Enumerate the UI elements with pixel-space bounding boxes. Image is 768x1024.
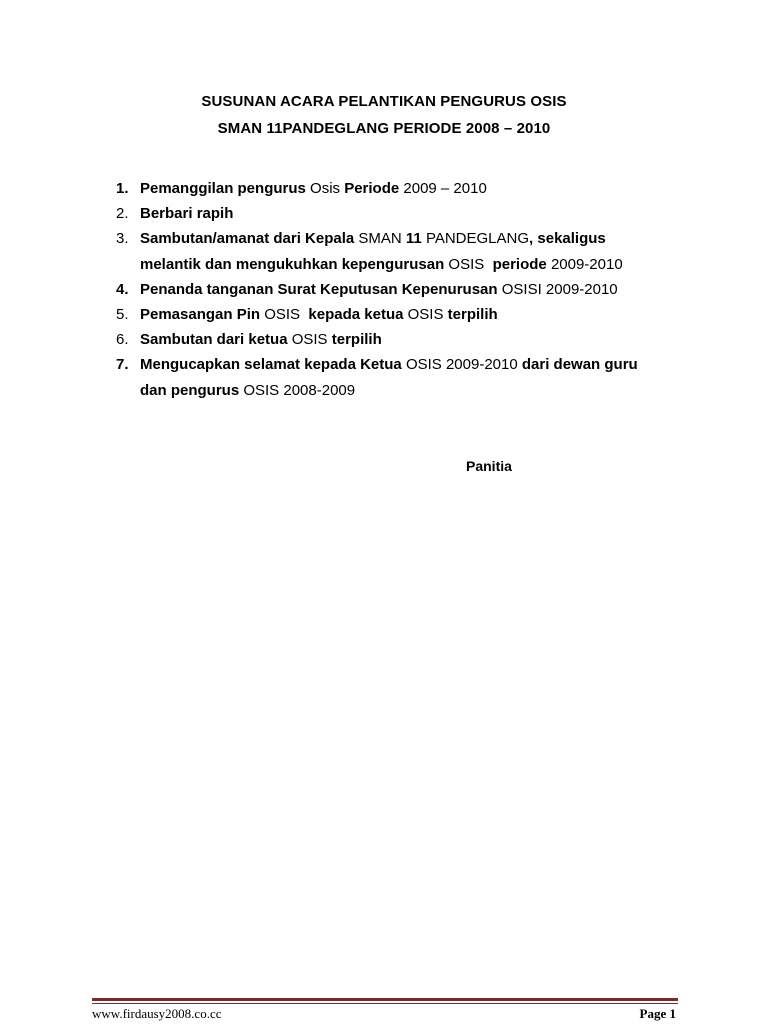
agenda-item	[116, 201, 676, 226]
agenda-item-text: Pemasangan Pin	[140, 305, 265, 323]
agenda-item-line	[140, 176, 676, 201]
agenda-item-number: 6.	[116, 331, 129, 349]
agenda-item-text: SMAN	[358, 230, 406, 248]
signature-label: Panitia	[466, 458, 512, 474]
agenda-item-text: Sambutan/amanat dari Kepala	[140, 230, 359, 248]
agenda-item-text: melantik dan mengukuhkan kepengurusan	[140, 255, 449, 273]
agenda-item-text: , sekaligus	[529, 230, 606, 248]
agenda-item	[116, 302, 676, 327]
agenda-item-number: 7.	[116, 356, 129, 374]
agenda-item-text: terpilih	[331, 331, 382, 349]
footer-divider-thin	[92, 1003, 678, 1004]
agenda-item-text: dari dewan guru	[521, 356, 638, 374]
agenda-item-line	[140, 352, 676, 377]
agenda-item-text: OSISI 2009-2010	[501, 280, 618, 298]
agenda-item-line	[140, 302, 676, 327]
agenda-item	[116, 277, 676, 302]
agenda-item-text: Mengucapkan selamat kepada Ketua	[140, 356, 406, 374]
agenda-item-text: kepada ketua	[304, 305, 408, 323]
agenda-item-text: Sambutan dari ketua	[140, 331, 292, 349]
document-title: SUSUNAN ACARA PELANTIKAN PENGURUS OSIS	[201, 93, 567, 110]
agenda-item-line	[140, 201, 676, 226]
agenda-item-number: 4.	[116, 280, 129, 298]
agenda-item	[116, 352, 676, 402]
agenda-item	[116, 327, 676, 352]
agenda-item-text: OSIS	[264, 305, 305, 323]
agenda-item-number: 2.	[116, 205, 129, 223]
agenda-item-text: OSIS 2009-2010	[405, 356, 522, 374]
footer-divider	[92, 998, 678, 1001]
agenda-item-line	[140, 378, 676, 403]
footer-page-number: Page 1	[639, 1006, 676, 1021]
agenda-item-line	[140, 327, 676, 352]
footer-website-link[interactable]: www.firdausy2008.co.cc	[92, 1006, 222, 1021]
agenda-item-number: 3.	[116, 230, 129, 248]
agenda-item-text: dan pengurus	[140, 381, 244, 399]
agenda-item	[116, 176, 676, 201]
agenda-item-text: PANDEGLANG	[425, 230, 530, 248]
agenda-item-text: 2009-2010	[550, 255, 623, 273]
agenda-item-line	[140, 226, 676, 251]
agenda-item-text: periode	[488, 255, 551, 273]
agenda-item-text: terpilih	[447, 305, 498, 323]
agenda-item-text: OSIS	[291, 331, 332, 349]
agenda-item-text: OSIS	[448, 255, 489, 273]
agenda-item-text: Penanda tanganan Surat Keputusan Kepenurusan	[140, 280, 502, 298]
agenda-item-line	[140, 252, 676, 277]
agenda-item-text: OSIS	[407, 305, 448, 323]
agenda-list	[116, 176, 676, 403]
agenda-item-text: OSIS 2008-2009	[243, 381, 356, 399]
agenda-item-text: Periode	[344, 180, 404, 197]
agenda-item-text: Osis	[310, 180, 345, 197]
agenda-item-text: 2009 – 2010	[403, 180, 487, 197]
agenda-item-number: 1.	[116, 180, 129, 197]
agenda-item-line	[140, 277, 676, 302]
agenda-item-text: Pemanggilan pengurus	[140, 180, 311, 197]
document-subtitle: SMAN 11PANDEGLANG PERIODE 2008 – 2010	[217, 120, 551, 137]
agenda-item-text: 11	[405, 230, 426, 248]
agenda-item	[116, 226, 676, 276]
agenda-item-text: Berbari rapih	[140, 205, 234, 223]
agenda-item-number: 5.	[116, 305, 129, 323]
